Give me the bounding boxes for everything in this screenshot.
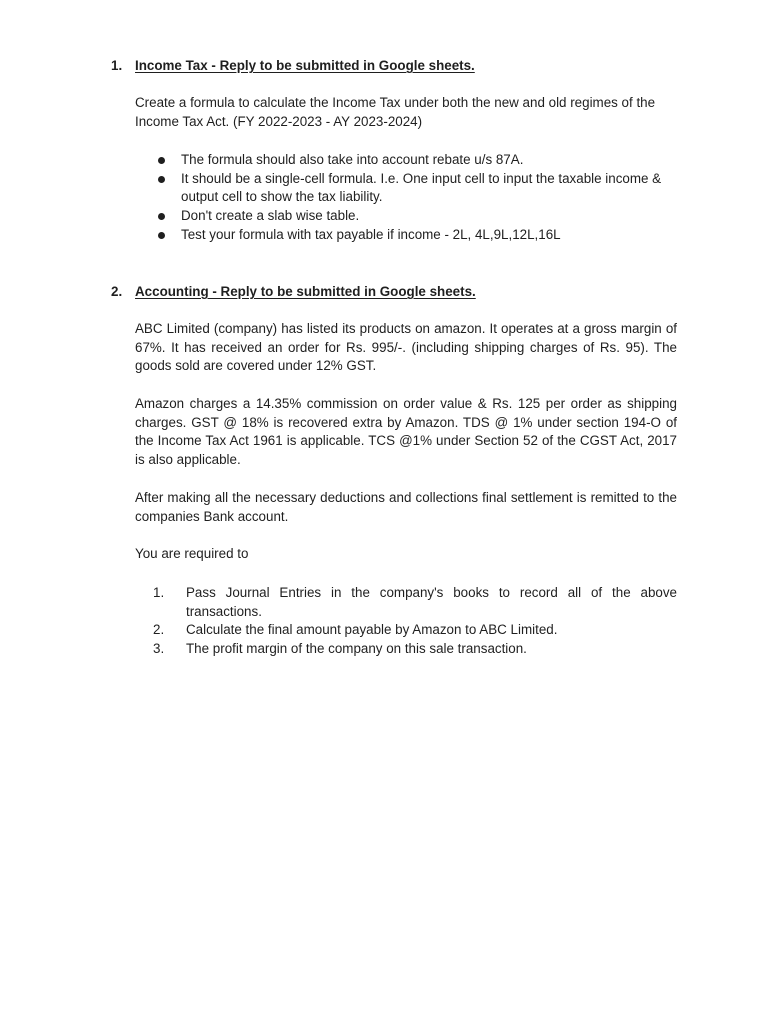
- requirements-list: [135, 151, 677, 245]
- bullet-icon: [158, 232, 165, 239]
- task-list: [135, 584, 677, 659]
- list-item: [135, 584, 677, 621]
- list-item: [135, 151, 677, 170]
- list-item-text: The formula should also take into account rebate u/s 87A.: [181, 152, 524, 167]
- section-title: Income Tax - Reply to be submitted in Google sheets.: [135, 58, 475, 73]
- intro-line-2: Income Tax Act. (FY 2022-2023 - AY 2023-2024): [135, 114, 423, 129]
- list-item: [135, 207, 677, 226]
- paragraph-settlement: After making all the necessary deductions and collections final settlement is remitted to the companies Bank account.: [135, 490, 677, 524]
- bullet-icon: [158, 213, 165, 220]
- list-item-text: It should be a single-cell formula. I.e. One input cell to input the taxable income & output cell to show the tax liability.: [181, 170, 662, 205]
- paragraph-amazon-charges: Amazon charges a 14.35% commission on order value & Rs. 125 per order as shipping charges. GST @ 18% is recovered extra by Amazon. TDS @ 1% under section 194-O of the Income Tax Act 1961 is applicable. TCS @1% under Section 52 of the CGST Act, 2017 is also applicable.: [135, 396, 677, 468]
- bullet-icon: [158, 157, 165, 164]
- intro-line-1: Create a formula to calculate the Income Tax under both the new and old regimes of the: [135, 95, 656, 110]
- list-item: [135, 640, 677, 659]
- list-item-number: 2.: [153, 622, 165, 638]
- list-item: [135, 621, 677, 640]
- list-item-text: Pass Journal Entries in the company's books to record all of the above transactions.: [186, 585, 677, 619]
- list-item-text: Don't create a slab wise table.: [181, 208, 360, 224]
- bullet-icon: [158, 176, 165, 183]
- paragraph-company: ABC Limited (company) has listed its products on amazon. It operates at a gross margin of 67%. It has received an order for Rs. 995/-. (including shipping charges of Rs. 95). The goods sold are covered under 12% GST.: [135, 321, 677, 374]
- paragraph-required: You are required to: [135, 546, 249, 561]
- list-item: [135, 226, 677, 245]
- section-number: 1.: [111, 58, 123, 73]
- list-item: [135, 170, 677, 207]
- list-item-text: The profit margin of the company on this sale transaction.: [186, 641, 527, 657]
- list-item-text: Calculate the final amount payable by Amazon to ABC Limited.: [186, 622, 558, 638]
- section-title: Accounting - Reply to be submitted in Google sheets.: [135, 284, 476, 299]
- list-item-number: 3.: [153, 641, 165, 657]
- list-item-text: Test your formula with tax payable if income - 2L, 4L,9L,12L,16L: [181, 226, 561, 242]
- list-item-number: 1.: [153, 585, 165, 600]
- section-number: 2.: [111, 284, 123, 299]
